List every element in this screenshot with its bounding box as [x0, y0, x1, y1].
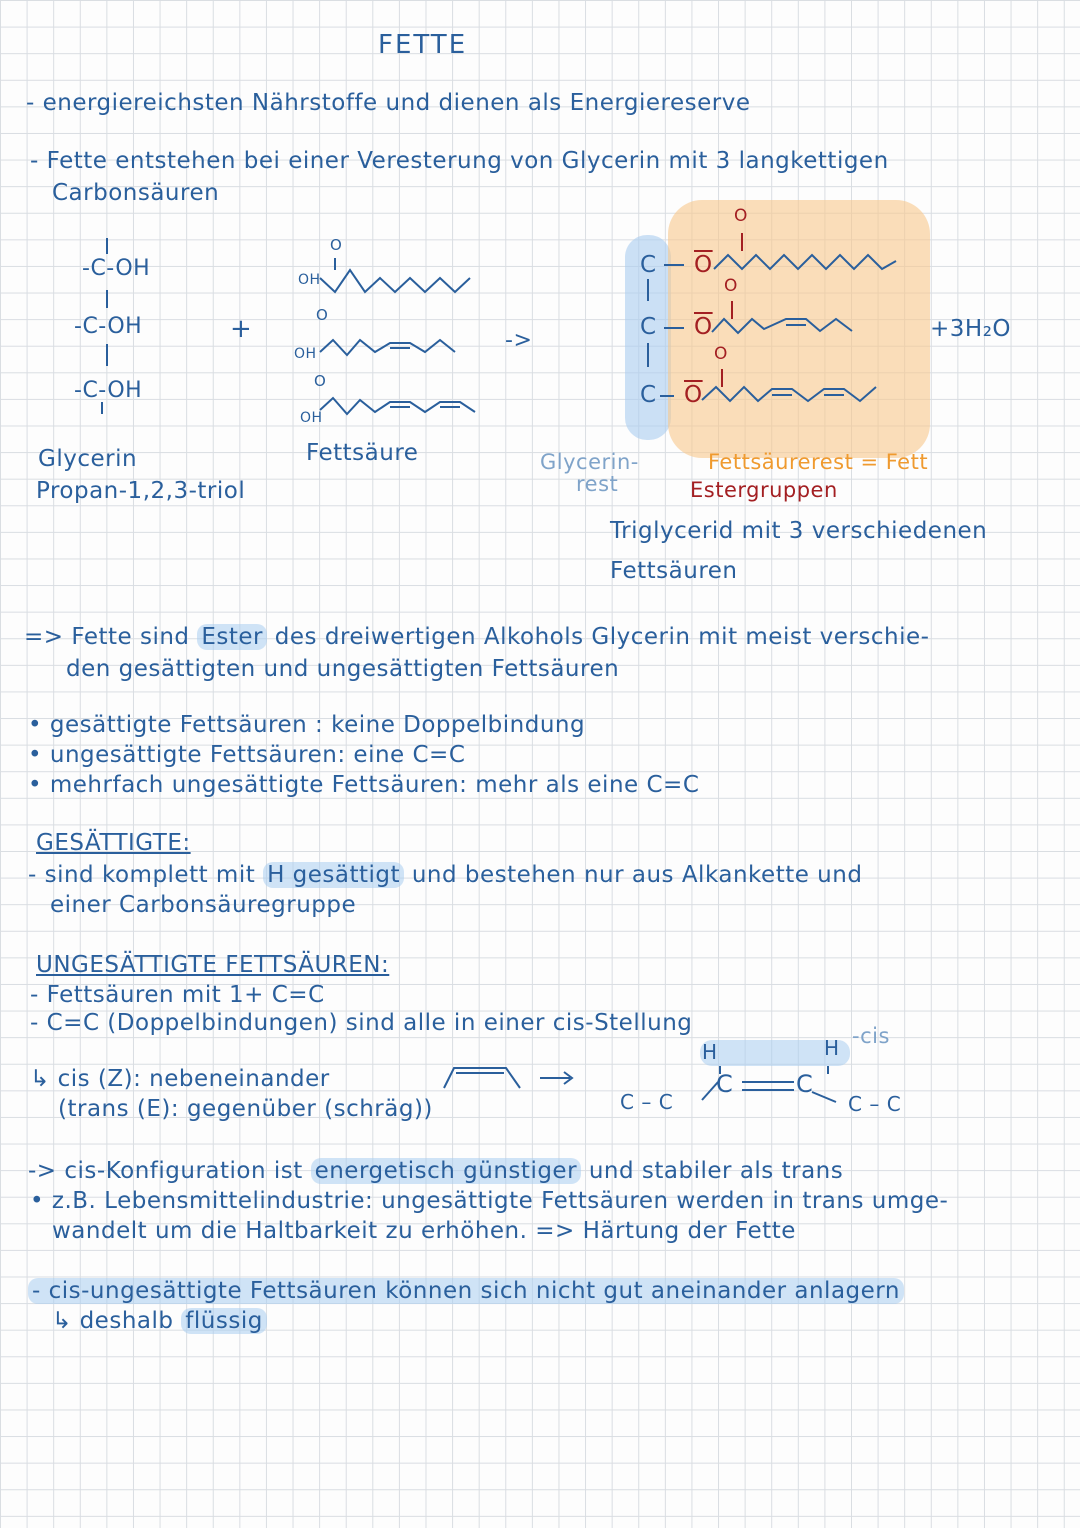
final-line-1: [28, 1278, 904, 1306]
summary-rest: des dreiwertigen Alkohols Glycerin mit meist verschie-: [274, 624, 930, 650]
glycerin-group-3: -C-OH: [74, 378, 143, 403]
summary-line-2: den gesättigten und ungesättigten Fettsäuren: [66, 656, 620, 682]
intro-line-2a: - Fette entstehen bei einer Veresterung von Glycerin mit 3 langkettigen: [30, 148, 889, 174]
o-label-1: O: [330, 236, 343, 254]
ungesaettigte-line-2: - C=C (Doppelbindungen) sind alle in einer cis-Stellung: [30, 1010, 693, 1036]
cis-chain-right: C – C: [848, 1092, 902, 1116]
oh-label-2: OH: [294, 346, 317, 362]
intro-line-2b: Carbonsäuren: [52, 180, 220, 206]
ester-oxygen-2: $\overline{O}$: [694, 314, 713, 340]
ester-highlight: Ester: [197, 624, 267, 650]
cis-c-left: C: [716, 1070, 734, 1098]
gesaettigte-line-1: [28, 862, 862, 890]
page-title: FETTE: [378, 30, 468, 60]
ester-carbon-2: C: [640, 314, 657, 340]
carbonyl-oxygen-3: O: [714, 344, 728, 364]
cis-sketch-icon: [440, 1060, 580, 1100]
cis-notes-line-1: [28, 1158, 843, 1186]
gesaettigte-line-1-b: und bestehen nur aus Alkankette und: [411, 862, 863, 888]
ester-oxygen-3: $\overline{O}$: [684, 382, 703, 408]
cis-c-right: C: [796, 1070, 814, 1098]
chain-c-2: C: [658, 1090, 674, 1114]
oh-label-3: OH: [300, 410, 323, 426]
triglyceride-bonds: [640, 215, 960, 455]
summary-prefix: => Fette sind: [24, 624, 190, 650]
cis-definition: ↳ cis (Z): nebeneinander: [30, 1066, 330, 1092]
cis-double-bond: [640, 1060, 940, 1130]
ungesaettigte-heading: UNGESÄTTIGTE FETTSÄUREN:: [36, 952, 390, 978]
fettsaeurerest-label: Fettsäurerest = Fett: [708, 450, 929, 474]
glycerin-rest-label: Glycerin-: [540, 450, 639, 474]
glycerin-rest-label-2: rest: [576, 472, 619, 496]
final-line-2: [52, 1308, 267, 1336]
ester-oxygen-1: $\overline{O}$: [694, 252, 713, 278]
final-line-2-a: ↳ deshalb: [52, 1308, 174, 1334]
carbonyl-oxygen-1: O: [734, 206, 748, 226]
triglycerid-line-1: Triglycerid mit 3 verschiedenen: [610, 518, 988, 544]
ester-carbon-3: C: [640, 382, 657, 408]
bullet-ungesaettigt: • ungesättigte Fettsäuren: eine C=C: [28, 742, 466, 768]
intro-line-1: - energiereichsten Nährstoffe und dienen als Energiereserve: [26, 90, 751, 116]
o-label-2: O: [316, 306, 329, 324]
bullet-gesaettigt: • gesättigte Fettsäuren : keine Doppelbindung: [28, 712, 586, 738]
cis-notes-line-1-b: und stabiler als trans: [588, 1158, 844, 1184]
estergruppen-label: Estergruppen: [690, 478, 838, 502]
cis-tag: -cis: [852, 1024, 890, 1048]
glycerin-bonds: [92, 232, 132, 412]
water-product: +3H₂O: [930, 316, 1012, 342]
gesaettigte-line-1-a: - sind komplett mit: [28, 862, 256, 888]
carbonyl-oxygen-2: O: [724, 276, 738, 296]
cis-notes-line-3: wandelt um die Haltbarkeit zu erhöhen. => Härtung der Fette: [52, 1218, 796, 1244]
ungesaettigte-line-1: - Fettsäuren mit 1+ C=C: [30, 982, 325, 1008]
cis-notes-line-2: • z.B. Lebensmittelindustrie: ungesättigte Fettsäuren werden in trans umge-: [30, 1188, 949, 1214]
chain-c-4: C: [886, 1092, 902, 1116]
gesaettigte-heading: GESÄTTIGTE:: [36, 830, 191, 856]
glycerin-label: Glycerin: [38, 446, 138, 472]
reaction-arrow: ->: [505, 328, 533, 353]
plus-sign: +: [230, 314, 253, 344]
gesaettigte-line-2: einer Carbonsäuregruppe: [50, 892, 357, 918]
oh-label-1: OH: [298, 272, 321, 288]
energetisch-highlight: energetisch günstiger: [311, 1158, 581, 1184]
glycerin-group-1: -C-OH: [82, 256, 151, 281]
fluessig-highlight: flüssig: [181, 1308, 267, 1334]
fatty-acid-chains: [315, 240, 515, 440]
fatty-acid-label: Fettsäure: [306, 440, 419, 466]
ester-carbon-1: C: [640, 252, 657, 278]
glycerin-iupac-label: Propan-1,2,3-triol: [36, 478, 246, 504]
glycerin-group-2: -C-OH: [74, 314, 143, 339]
cis-h-left: H: [702, 1040, 718, 1064]
chain-c-1: C: [620, 1090, 635, 1114]
o-label-3: O: [314, 372, 327, 390]
final-line-1-highlight: - cis-ungesättigte Fettsäuren können sich nicht gut aneinander anlagern: [28, 1278, 904, 1304]
h-gesaettigt-highlight: H gesättigt: [263, 862, 404, 888]
cis-notes-line-1-a: -> cis-Konfiguration ist: [28, 1158, 303, 1184]
cis-h-right: H: [824, 1036, 840, 1060]
bullet-mehrfach: • mehrfach ungesättigte Fettsäuren: mehr als eine C=C: [28, 772, 700, 798]
trans-definition: (trans (E): gegenüber (schräg)): [58, 1096, 433, 1122]
chain-c-3: C: [848, 1092, 863, 1116]
cis-chain-left: C – C: [620, 1090, 674, 1114]
summary-line-1: [24, 624, 929, 652]
triglycerid-line-2: Fettsäuren: [610, 558, 738, 584]
